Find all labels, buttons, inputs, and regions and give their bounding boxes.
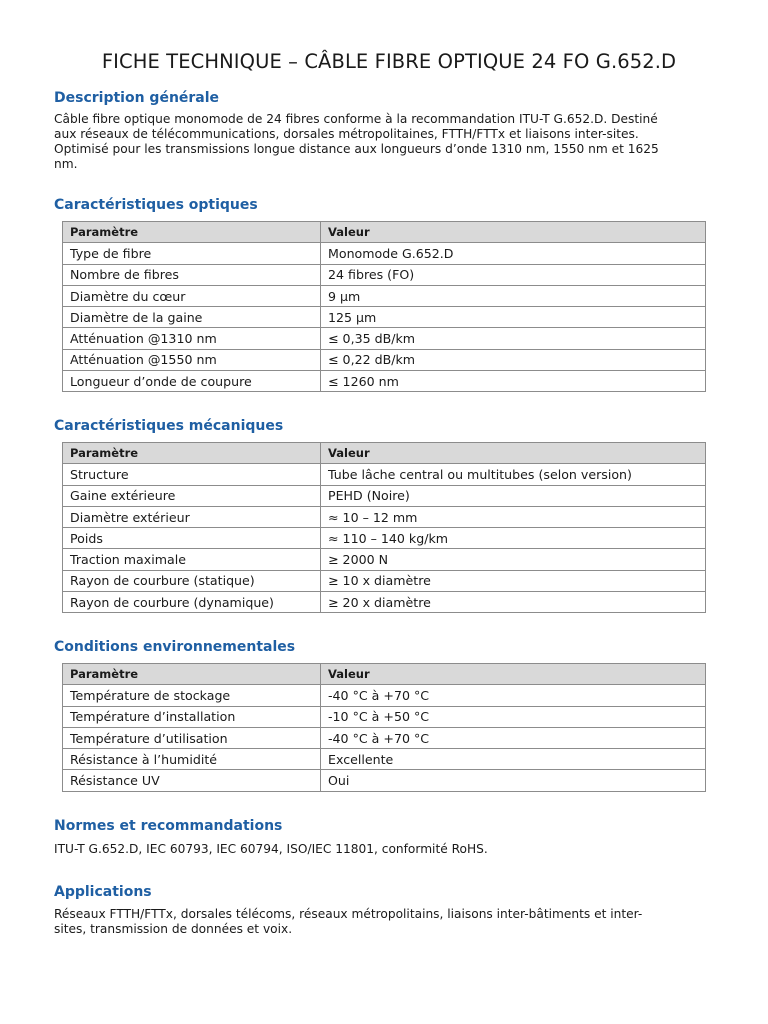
table-row	[63, 285, 706, 306]
parameter-cell: Diamètre de la gaine	[63, 307, 321, 328]
parameter-cell: Structure	[63, 464, 321, 485]
value-cell: -40 °C à +70 °C	[321, 727, 706, 748]
table-row	[63, 549, 706, 570]
standards-text: ITU-T G.652.D, IEC 60793, IEC 60794, ISO/IEC 11801, conformité RoHS.	[54, 842, 488, 856]
value-cell: Oui	[321, 770, 706, 791]
parameter-cell: Diamètre extérieur	[63, 506, 321, 527]
parameter-cell: Température d’installation	[63, 706, 321, 727]
table-header-row	[63, 443, 706, 464]
parameter-cell: Longueur d’onde de coupure	[63, 371, 321, 392]
value-cell: -10 °C à +50 °C	[321, 706, 706, 727]
value-cell: PEHD (Noire)	[321, 485, 706, 506]
table-row	[63, 464, 706, 485]
environment-table	[62, 663, 706, 792]
value-cell: ≤ 1260 nm	[321, 371, 706, 392]
value-cell: Monomode G.652.D	[321, 243, 706, 264]
value-cell: ≈ 110 – 140 kg/km	[321, 528, 706, 549]
column-header-value: Valeur	[321, 222, 706, 243]
section-heading-applications: Applications	[54, 884, 152, 900]
parameter-cell: Diamètre du cœur	[63, 285, 321, 306]
description-paragraph	[54, 112, 714, 172]
table-row	[63, 349, 706, 370]
value-cell: Tube lâche central ou multitubes (selon version)	[321, 464, 706, 485]
parameter-cell: Rayon de courbure (statique)	[63, 570, 321, 591]
document-title: FICHE TECHNIQUE – CÂBLE FIBRE OPTIQUE 24 FO G.652.D	[101, 50, 677, 73]
mechanical-table	[62, 442, 706, 613]
value-cell: ≤ 0,22 dB/km	[321, 349, 706, 370]
table-row	[63, 592, 706, 613]
parameter-cell: Nombre de fibres	[63, 264, 321, 285]
section-heading-mechanical: Caractéristiques mécaniques	[54, 418, 284, 434]
value-cell: 125 µm	[321, 307, 706, 328]
parameter-cell: Type de fibre	[63, 243, 321, 264]
table-row	[63, 243, 706, 264]
parameter-cell: Résistance UV	[63, 770, 321, 791]
value-cell: ≈ 10 – 12 mm	[321, 506, 706, 527]
description-line: nm.	[54, 157, 78, 171]
parameter-cell: Atténuation @1310 nm	[63, 328, 321, 349]
column-header-value: Valeur	[321, 443, 706, 464]
section-heading-standards: Normes et recommandations	[54, 818, 283, 834]
table-row	[63, 264, 706, 285]
column-header-parameter: Paramètre	[63, 222, 321, 243]
applications-paragraph	[54, 907, 714, 937]
table-row	[63, 485, 706, 506]
table-row	[63, 528, 706, 549]
applications-line: Réseaux FTTH/FTTx, dorsales télécoms, réseaux métropolitains, liaisons inter-bâtiments et inter-	[54, 907, 643, 921]
table-row	[63, 506, 706, 527]
table-row	[63, 749, 706, 770]
parameter-cell: Température de stockage	[63, 685, 321, 706]
value-cell: ≤ 0,35 dB/km	[321, 328, 706, 349]
table-row	[63, 307, 706, 328]
applications-line: sites, transmission de données et voix.	[54, 922, 293, 936]
value-cell: ≥ 20 x diamètre	[321, 592, 706, 613]
parameter-cell: Atténuation @1550 nm	[63, 349, 321, 370]
value-cell: -40 °C à +70 °C	[321, 685, 706, 706]
value-cell: ≥ 10 x diamètre	[321, 570, 706, 591]
table-header-row	[63, 664, 706, 685]
table-row	[63, 685, 706, 706]
value-cell: ≥ 2000 N	[321, 549, 706, 570]
column-header-value: Valeur	[321, 664, 706, 685]
table-row	[63, 727, 706, 748]
value-cell: 9 µm	[321, 285, 706, 306]
parameter-cell: Résistance à l’humidité	[63, 749, 321, 770]
value-cell: 24 fibres (FO)	[321, 264, 706, 285]
table-row	[63, 328, 706, 349]
table-row	[63, 770, 706, 791]
parameter-cell: Température d’utilisation	[63, 727, 321, 748]
table-row	[63, 371, 706, 392]
description-line: Optimisé pour les transmissions longue distance aux longueurs d’onde 1310 nm, 1550 nm et 1625	[54, 142, 659, 156]
parameter-cell: Rayon de courbure (dynamique)	[63, 592, 321, 613]
section-heading-description: Description générale	[54, 90, 220, 106]
description-line: Câble fibre optique monomode de 24 fibres conforme à la recommandation ITU-T G.652.D. Destiné	[54, 112, 658, 126]
table-header-row	[63, 222, 706, 243]
parameter-cell: Traction maximale	[63, 549, 321, 570]
section-heading-optical: Caractéristiques optiques	[54, 197, 258, 213]
table-row	[63, 706, 706, 727]
parameter-cell: Gaine extérieure	[63, 485, 321, 506]
column-header-parameter: Paramètre	[63, 664, 321, 685]
description-line: aux réseaux de télécommunications, dorsales métropolitaines, FTTH/FTTx et liaisons inter-sites.	[54, 127, 639, 141]
column-header-parameter: Paramètre	[63, 443, 321, 464]
section-heading-environment: Conditions environnementales	[54, 639, 296, 655]
optical-table	[62, 221, 706, 392]
value-cell: Excellente	[321, 749, 706, 770]
parameter-cell: Poids	[63, 528, 321, 549]
table-row	[63, 570, 706, 591]
